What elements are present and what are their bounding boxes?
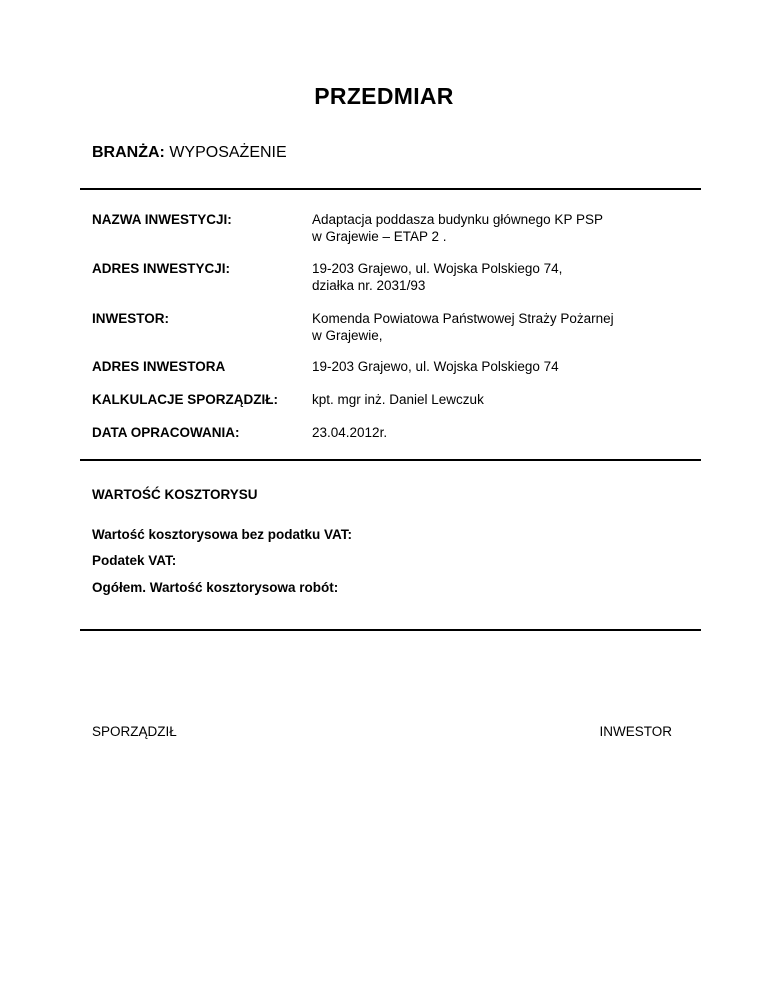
info-value: Adaptacja poddasza budynku głównego KP PSP w Grajewie – ETAP 2 . xyxy=(312,212,603,244)
signature-investor: INWESTOR xyxy=(599,724,672,739)
info-value: kpt. mgr inż. Daniel Lewczuk xyxy=(312,392,484,407)
info-label: KALKULACJE SPORZĄDZIŁ: xyxy=(92,392,278,407)
divider-top xyxy=(80,188,701,190)
info-label: ADRES INWESTYCJI: xyxy=(92,261,231,276)
info-label: NAZWA INWESTYCJI: xyxy=(92,212,232,227)
info-label: ADRES INWESTORA xyxy=(92,359,226,374)
signature-prepared-by: SPORZĄDZIŁ xyxy=(92,724,177,739)
info-value: 19-203 Grajewo, ul. Wojska Polskiego 74, działka nr. 2031/93 xyxy=(312,261,563,293)
cost-total-label: Ogółem. Wartość kosztorysowa robót: xyxy=(92,580,339,595)
branza-line xyxy=(92,144,287,162)
cost-net-label: Wartość kosztorysowa bez podatku VAT: xyxy=(92,527,353,542)
cost-section-title: WARTOŚĆ KOSZTORYSU xyxy=(92,487,258,502)
info-value: 23.04.2012r. xyxy=(312,425,388,440)
info-value: 19-203 Grajewo, ul. Wojska Polskiego 74 xyxy=(312,359,559,374)
divider-bottom xyxy=(80,629,701,631)
branza-label: BRANŻA: xyxy=(92,144,165,161)
document-title: PRZEDMIAR xyxy=(314,83,454,109)
branza-value: WYPOSAŻENIE xyxy=(164,144,287,161)
divider-middle xyxy=(80,459,701,461)
info-label: INWESTOR: xyxy=(92,311,169,326)
cost-vat-label: Podatek VAT: xyxy=(92,553,177,568)
info-value: Komenda Powiatowa Państwowej Straży Pożarnej w Grajewie, xyxy=(312,311,614,343)
info-label: DATA OPRACOWANIA: xyxy=(92,425,240,440)
